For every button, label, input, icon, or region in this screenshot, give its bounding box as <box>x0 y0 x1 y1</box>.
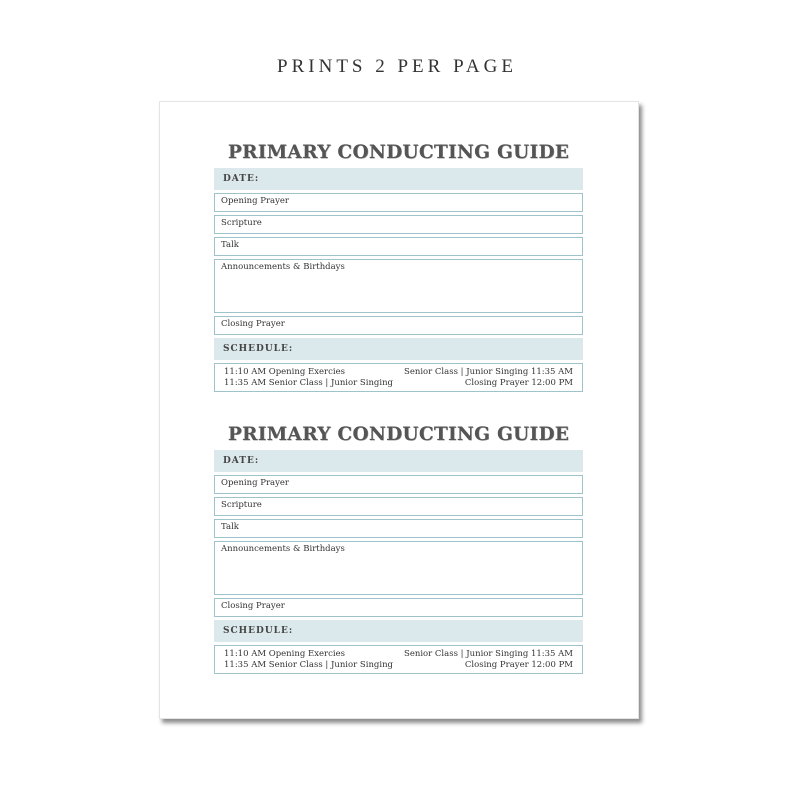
schedule-item: 11:35 AM Senior Class | Junior Singing <box>224 660 393 670</box>
closing-prayer-field[interactable]: Closing Prayer <box>214 598 583 617</box>
schedule-box <box>214 645 583 674</box>
schedule-item: Senior Class | Junior Singing 11:35 AM <box>404 649 573 659</box>
guide-title: PRIMARY CONDUCTING GUIDE <box>227 424 570 445</box>
schedule-item: Closing Prayer 12:00 PM <box>464 660 573 670</box>
date-band: DATE: <box>214 450 583 472</box>
closing-prayer-field[interactable]: Closing Prayer <box>214 316 583 335</box>
announcements-field[interactable]: Announcements & Birthdays <box>214 541 583 595</box>
schedule-item: 11:35 AM Senior Class | Junior Singing <box>224 378 393 388</box>
schedule-item: 11:10 AM Opening Exercies <box>224 367 345 377</box>
schedule-item: 11:10 AM Opening Exercies <box>224 649 345 659</box>
schedule-box <box>214 363 583 392</box>
scripture-field[interactable]: Scripture <box>214 215 583 234</box>
schedule-item: Closing Prayer 12:00 PM <box>464 378 573 388</box>
schedule-band: SCHEDULE: <box>214 620 583 642</box>
guide-title: PRIMARY CONDUCTING GUIDE <box>227 142 570 163</box>
schedule-band: SCHEDULE: <box>214 338 583 360</box>
scripture-field[interactable]: Scripture <box>214 497 583 516</box>
opening-prayer-field[interactable]: Opening Prayer <box>214 475 583 494</box>
printable-sheet <box>159 101 639 719</box>
page-heading: PRINTS 2 PER PAGE <box>277 56 517 77</box>
opening-prayer-field[interactable]: Opening Prayer <box>214 193 583 212</box>
announcements-field[interactable]: Announcements & Birthdays <box>214 259 583 313</box>
conducting-guide-bottom <box>214 424 583 674</box>
conducting-guide-top <box>214 142 583 392</box>
talk-field[interactable]: Talk <box>214 237 583 256</box>
talk-field[interactable]: Talk <box>214 519 583 538</box>
schedule-item: Senior Class | Junior Singing 11:35 AM <box>404 367 573 377</box>
date-band: DATE: <box>214 168 583 190</box>
